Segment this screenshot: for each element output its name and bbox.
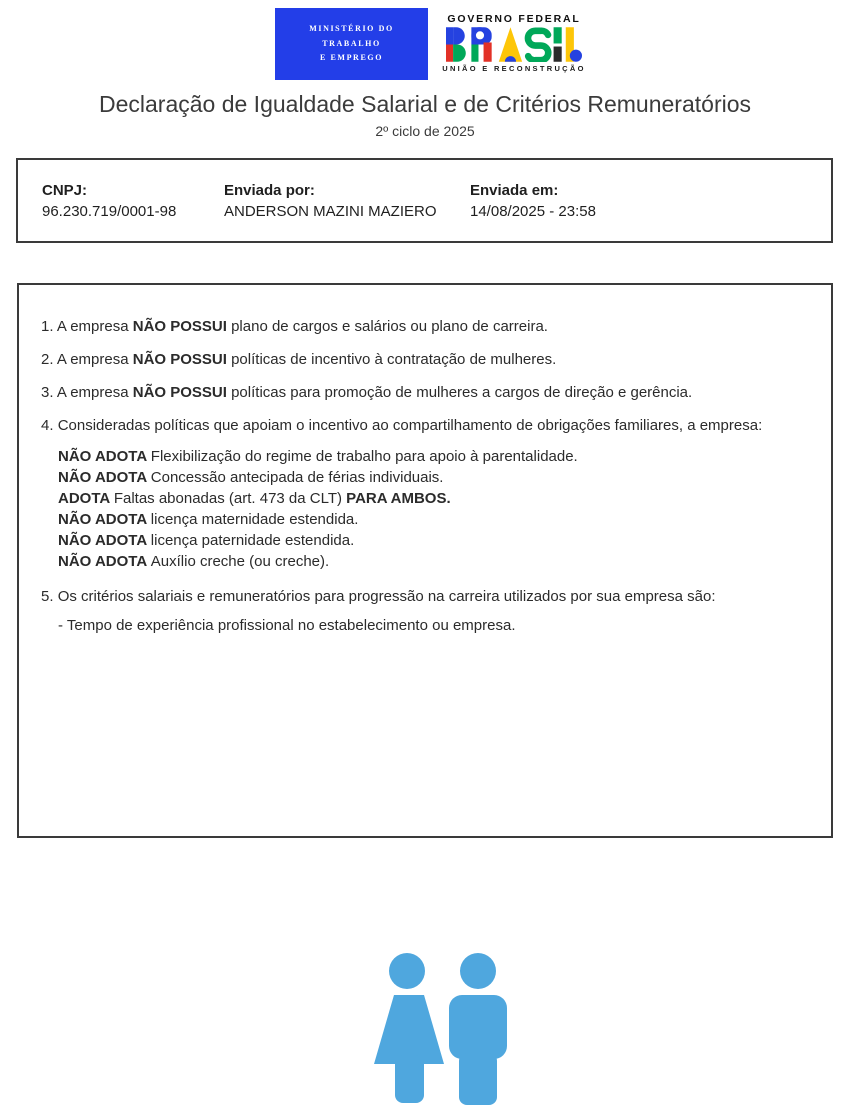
enviada-em-label: Enviada em: <box>470 182 559 199</box>
governo-federal-label: GOVERNO FEDERAL <box>447 13 581 25</box>
woman-icon <box>374 953 444 1103</box>
page-title: Declaração de Igualdade Salarial e de Critérios Remuneratórios <box>98 91 752 117</box>
declaration-item-1: 1. A empresa NÃO POSSUI plano de cargos e salários ou plano de carreira. <box>41 318 548 335</box>
ministry-logo-line: TRABALHO <box>322 38 381 48</box>
declaration-box <box>17 283 833 838</box>
declaration-item-4: 4. Consideradas políticas que apoiam o incentivo ao compartilhamento de obrigações familiares, a empresa: NÃO ADOTA Flexibilização do regime de trabalho para apoio à parentalidade. NÃO ADOTA Concessão antecipada de férias individuais. ADOTA Faltas abonadas (art. 473 da CLT) PARA AMBOS. NÃO ADOTA licença maternidade estendida. NÃO ADOTA licença paternidade estendida. NÃO ADOTA Auxílio creche (ou creche). <box>41 417 807 572</box>
ministry-logo-line: E EMPREGO <box>319 53 384 63</box>
cnpj-value: 96.230.719/0001-98 <box>42 203 177 220</box>
subitem-faltas-abonadas: ADOTA Faltas abonadas (art. 473 da CLT) PARA AMBOS. <box>58 490 451 507</box>
cnpj-label: CNPJ: <box>42 182 88 199</box>
brasil-wordmark-icon <box>442 27 586 62</box>
enviada-em-value: 14/08/2025 - 23:58 <box>470 203 596 220</box>
man-icon <box>449 953 507 1105</box>
govbr-logo <box>442 13 586 73</box>
item-5-criterion: - Tempo de experiência profissional no estabelecimento ou empresa. <box>58 617 516 634</box>
ministry-logo <box>275 8 428 80</box>
declaration-item-3: 3. A empresa NÃO POSSUI políticas para promoção de mulheres a cargos de direção e gerência. <box>41 384 693 401</box>
enviada-em-field <box>470 182 596 220</box>
submission-info-box <box>16 158 833 243</box>
subitem-licenca-paternidade: NÃO ADOTA licença paternidade estendida. <box>58 532 355 549</box>
enviada-por-field <box>224 182 437 220</box>
ministry-logo-line: MINISTÉRIO DO <box>309 24 394 34</box>
uniao-reconstrucao-label: UNIÃO E RECONSTRUÇÃO <box>442 64 586 73</box>
subitem-flexibilizacao: NÃO ADOTA Flexibilização do regime de trabalho para apoio à parentalidade. <box>58 448 578 465</box>
gender-figures <box>359 949 529 1107</box>
subitem-ferias: NÃO ADOTA Concessão antecipada de férias individuais. <box>58 469 444 486</box>
declaration-item-2: 2. A empresa NÃO POSSUI políticas de incentivo à contratação de mulheres. <box>41 351 557 368</box>
declaration-item-5: 5. Os critérios salariais e remuneratórios para progressão na carreira utilizados por sua empresa são: - Tempo de experiência profissional no estabelecimento ou empresa. <box>41 588 807 634</box>
page-subtitle: 2º ciclo de 2025 <box>375 123 475 139</box>
subitem-auxilio-creche: NÃO ADOTA Auxílio creche (ou creche). <box>58 553 330 570</box>
item-4-subitems <box>58 446 807 572</box>
enviada-por-label: Enviada por: <box>224 182 315 199</box>
cnpj-field <box>42 182 176 220</box>
subitem-licenca-maternidade: NÃO ADOTA licença maternidade estendida. <box>58 511 359 528</box>
ministry-logo-text <box>309 22 394 65</box>
enviada-por-value: ANDERSON MAZINI MAZIERO <box>224 203 437 220</box>
